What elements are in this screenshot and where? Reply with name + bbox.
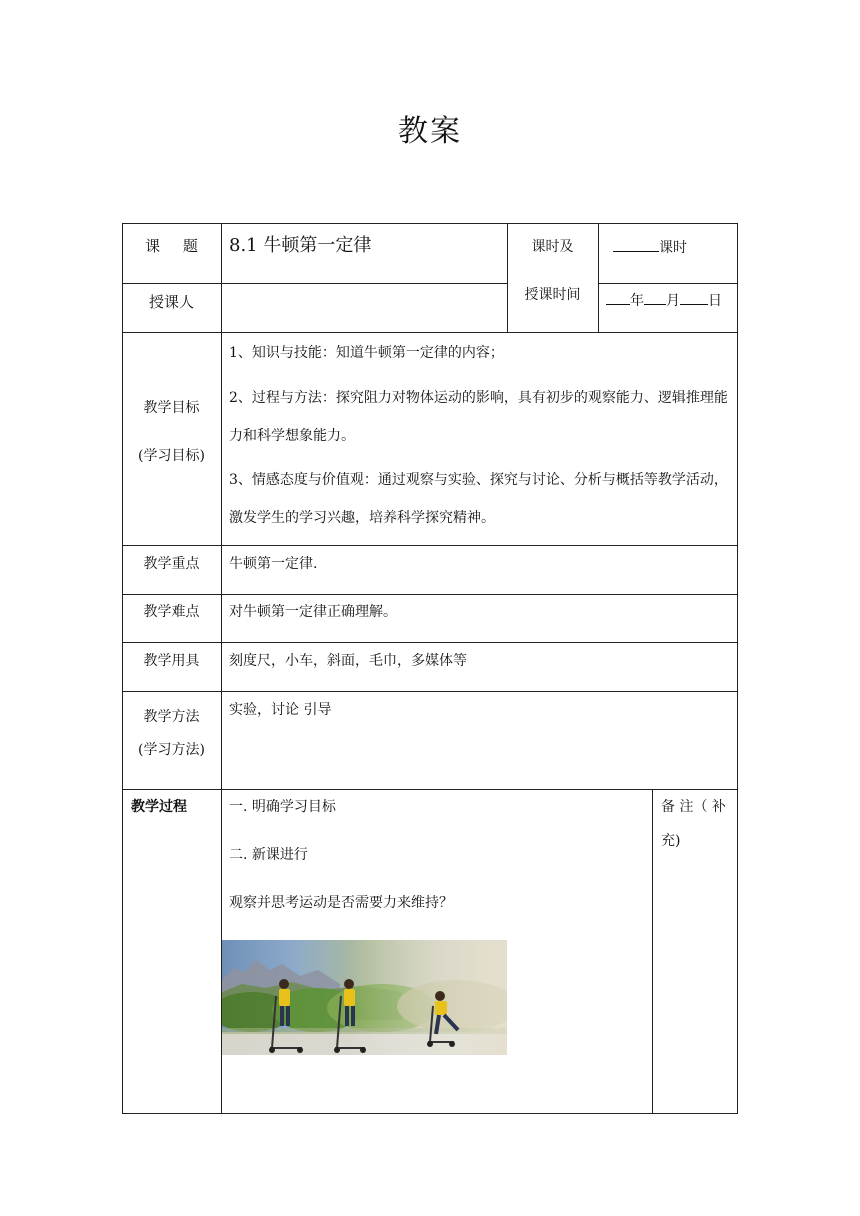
table-divider xyxy=(122,642,738,643)
tools-label: 教学用具 xyxy=(143,653,200,669)
table-divider xyxy=(122,283,507,284)
table-divider xyxy=(598,223,599,333)
key-point-value: 牛顿第一定律. xyxy=(229,556,318,572)
table-divider xyxy=(122,545,738,546)
time-label-line2: 授课时间 xyxy=(524,287,581,303)
process-step-1: 一. 明确学习目标 xyxy=(229,799,336,815)
tools-value: 刻度尺，小车，斜面，毛巾，多媒体等 xyxy=(229,653,467,669)
date-field xyxy=(606,290,722,311)
key-point-label: 教学重点 xyxy=(143,556,200,572)
table-divider xyxy=(598,283,738,284)
method-label-line2: (学习方法) xyxy=(138,742,205,758)
table-divider xyxy=(652,789,653,1114)
notes-label-line2: 充) xyxy=(661,833,681,849)
teacher-label: 授课人 xyxy=(148,293,194,311)
table-border-bottom xyxy=(122,1113,738,1114)
table-divider xyxy=(122,594,738,595)
process-step-2: 二. 新课进行 xyxy=(229,847,308,863)
day-blank[interactable] xyxy=(680,290,708,305)
process-label: 教学过程 xyxy=(131,799,187,815)
table-divider xyxy=(122,332,738,333)
table-divider xyxy=(122,691,738,692)
table-border-right xyxy=(737,223,738,1114)
goal-item-1: 1、知识与技能：知道牛顿第一定律的内容； xyxy=(229,345,504,361)
month-label: 月 xyxy=(666,293,680,309)
table-divider xyxy=(122,789,738,790)
page-title: 教案 xyxy=(398,114,462,149)
goal-item-2: 2、过程与方法：探究阻力对物体运动的影响，具有初步的观察能力、逻辑推理能力和科学想象能力。 xyxy=(229,390,728,444)
method-label-line1: 教学方法 xyxy=(143,709,200,725)
difficulty-value: 对牛顿第一定律正确理解。 xyxy=(229,604,397,620)
notes-label-line1: 备 注（ 补 xyxy=(661,799,726,815)
difficulty-label: 教学难点 xyxy=(143,604,200,620)
process-prompt: 观察并思考运动是否需要力来维持？ xyxy=(229,895,453,911)
topic-label: 课 题 xyxy=(145,237,198,255)
goals-label-line1: 教学目标 xyxy=(143,400,200,416)
day-label: 日 xyxy=(708,293,722,309)
table-border-top xyxy=(122,223,738,224)
goals-label-line2: (学习目标) xyxy=(138,448,205,464)
month-blank[interactable] xyxy=(644,290,666,305)
year-label: 年 xyxy=(630,293,644,309)
method-value: 实验，讨论 引导 xyxy=(229,702,332,718)
period-blank[interactable] xyxy=(613,237,659,252)
time-label-line1: 课时及 xyxy=(531,239,574,255)
goal-item-3: 3、情感态度与价值观：通过观察与实验、探究与讨论、分析与概括等教学活动，激发学生的学习兴趣，培养科学探究精神。 xyxy=(229,472,728,526)
period-field xyxy=(613,237,687,258)
period-suffix: 课时 xyxy=(659,240,687,256)
topic-value: 8.1 牛顿第一定律 xyxy=(229,235,372,256)
scooter-motion-photo xyxy=(222,940,507,1055)
year-blank[interactable] xyxy=(606,290,630,305)
